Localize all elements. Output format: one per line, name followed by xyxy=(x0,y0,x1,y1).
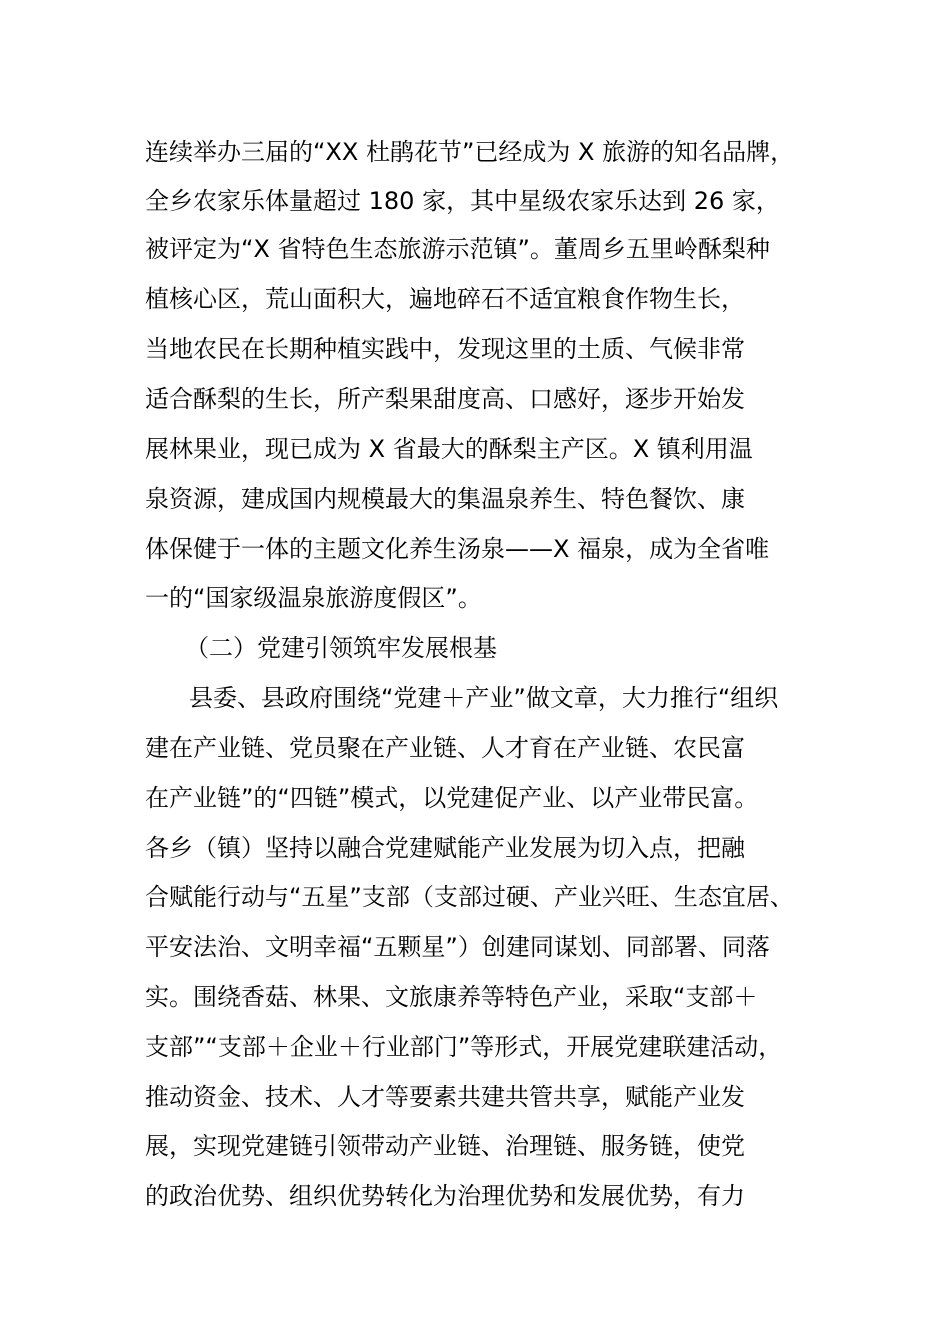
text-line: 体保健于一体的主题文化养生汤泉——X 福泉，成为全省唯 xyxy=(145,535,770,563)
text-line: 植核心区，荒山面积大，遍地碎石不适宜粮食作物生长， xyxy=(145,285,745,313)
text-line: 的政治优势、组织优势转化为治理优势和发展优势，有力 xyxy=(145,1182,745,1210)
text-line: 在产业链”的“四链”模式，以党建促产业、以产业带民富。 xyxy=(145,784,759,812)
text-line: 一的“国家级温泉旅游度假区”。 xyxy=(145,584,482,612)
text-line: 当地农民在长期种植实践中，发现这里的土质、气候非常 xyxy=(145,335,745,363)
text-line: 实。围绕香菇、林果、文旅康养等特色产业，采取“支部＋ xyxy=(145,983,758,1011)
text-line: 合赋能行动与“五星”支部（支部过硬、产业兴旺、生态宜居、 xyxy=(145,883,794,911)
text-line: 各乡（镇）坚持以融合党建赋能产业发展为切入点，把融 xyxy=(145,834,745,862)
text-line: 泉资源，建成国内规模最大的集温泉养生、特色餐饮、康 xyxy=(145,485,745,513)
text-line: 建在产业链、党员聚在产业链、人才育在产业链、农民富 xyxy=(145,734,745,762)
text-line: 平安法治、文明幸福“五颗星”）创建同谋划、同部署、同落 xyxy=(145,933,770,961)
text-line: 适合酥梨的生长，所产梨果甜度高、口感好，逐步开始发 xyxy=(145,385,745,413)
text-line: 支部”“支部＋企业＋行业部门”等形式，开展党建联建活动， xyxy=(145,1033,783,1061)
text-line: 被评定为“X 省特色生态旅游示范镇”。董周乡五里岭酥梨种 xyxy=(145,235,770,263)
text-line: 全乡农家乐体量超过 180 家，其中星级农家乐达到 26 家， xyxy=(145,187,780,215)
section-heading: （二）党建引领筑牢发展根基 xyxy=(185,634,497,662)
text-line: 连续举办三届的“XX 杜鹃花节”已经成为 X 旅游的知名品牌， xyxy=(145,138,795,166)
text-line: 县委、县政府围绕“党建＋产业”做文章，大力推行“组织 xyxy=(189,684,779,712)
text-line: 推动资金、技术、人才等要素共建共管共享，赋能产业发 xyxy=(145,1083,745,1111)
text-line: 展林果业，现已成为 X 省最大的酥梨主产区。X 镇利用温 xyxy=(145,435,753,463)
text-line: 展，实现党建链引领带动产业链、治理链、服务链，使党 xyxy=(145,1132,745,1160)
